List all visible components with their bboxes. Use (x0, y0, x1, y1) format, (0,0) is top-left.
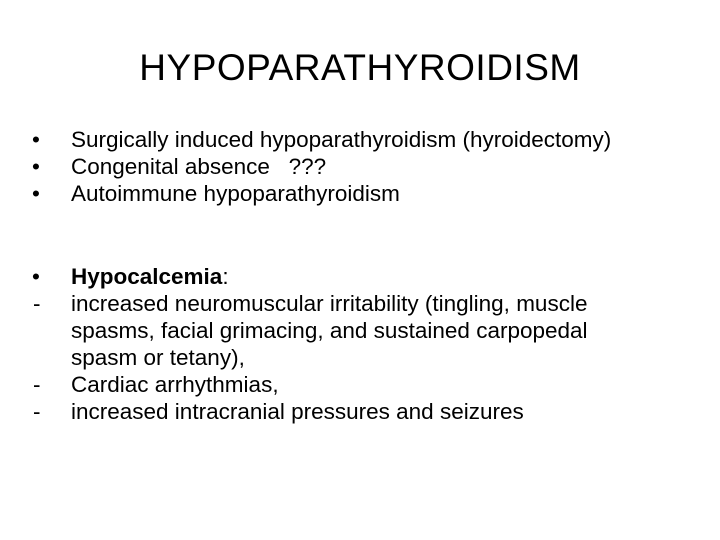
list-item-text: Autoimmune hypoparathyroidism (71, 181, 400, 206)
list-item-text: Surgically induced hypoparathyroidism (hyroidectomy) (71, 127, 612, 152)
list-item-line: spasm or tetany), (71, 345, 245, 370)
bullet-marker: • (32, 154, 40, 179)
list-item-line: Cardiac arrhythmias, (71, 372, 279, 397)
symptom-list (30, 290, 690, 425)
section-heading-item (30, 263, 690, 290)
dash-marker: - (33, 399, 41, 424)
list-item (30, 180, 690, 207)
list-item-line: increased neuromuscular irritability (tingling, muscle (71, 291, 588, 316)
bullet-marker: • (32, 264, 40, 289)
list-item-line: increased intracranial pressures and seizures (71, 399, 524, 424)
list-item-line: spasms, facial grimacing, and sustained carpopedal (71, 318, 588, 343)
section-heading: Hypocalcemia (71, 264, 223, 289)
hypocalcemia-section (30, 263, 690, 290)
spacer (30, 207, 690, 263)
list-item (30, 153, 690, 180)
bullet-marker: • (32, 181, 40, 206)
list-item (30, 398, 690, 425)
list-item (30, 371, 690, 398)
slide-title: HYPOPARATHYROIDISM (139, 47, 581, 88)
list-item (30, 290, 690, 371)
slide-body (30, 126, 690, 425)
list-item (30, 126, 690, 153)
cause-list (30, 126, 690, 207)
dash-marker: - (33, 372, 41, 397)
list-item-text: Congenital absence ??? (71, 154, 327, 179)
section-heading-colon: : (222, 264, 229, 289)
dash-marker: - (33, 291, 41, 316)
bullet-marker: • (32, 127, 40, 152)
